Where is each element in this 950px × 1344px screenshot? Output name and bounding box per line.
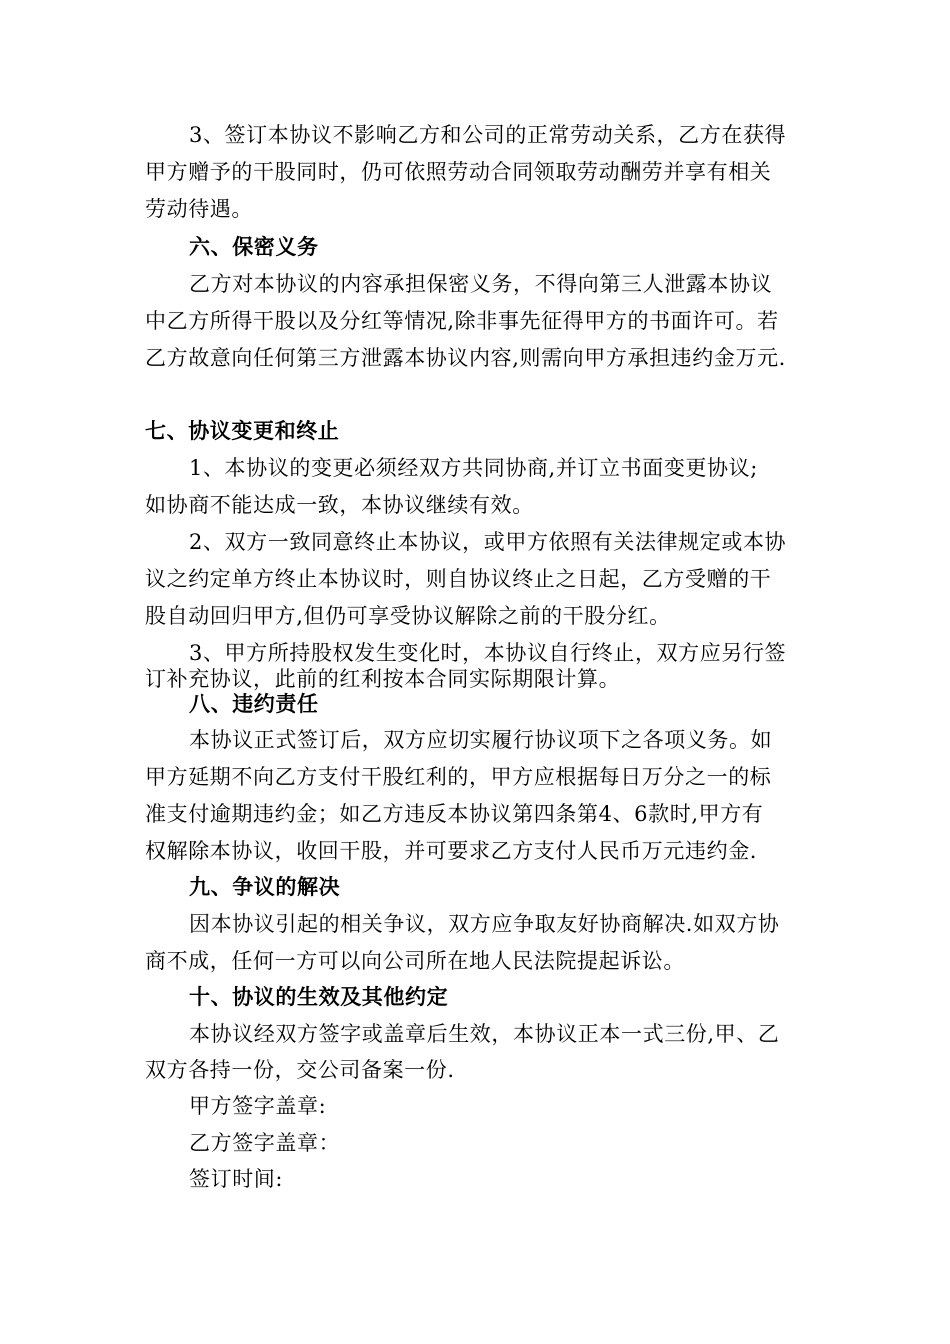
clause-7-1-line-2: 如协商不能达成一致，本协议继续有效。 [145, 493, 534, 517]
clause-7-3-line-2: 订补充协议，此前的红利按本合同实际期限计算。 [145, 667, 621, 691]
breach-line-4: 权解除本协议，收回干股，并可要求乙方支付人民币万元违约金. [145, 839, 758, 863]
confidentiality-line-1: 乙方对本协议的内容承担保密义务，不得向第三人泄露本协议 [189, 272, 773, 296]
signing-date-label: 签订时间: [189, 1167, 284, 1191]
dispute-line-1: 因本协议引起的相关争议，双方应争取友好协商解决.如双方协 [189, 912, 780, 936]
party-b-signature-label: 乙方签字盖章： [189, 1131, 341, 1155]
breach-line-3: 准支付逾期违约金；如乙方违反本协议第四条第4、6款时,甲方有 [145, 802, 764, 826]
confidentiality-line-2: 中乙方所得干股以及分红等情况,除非事先征得甲方的书面许可。若 [145, 309, 779, 333]
effectiveness-line-2: 双方各持一份，交公司备案一份. [145, 1058, 455, 1082]
heading-breach-liability: 八、违约责任 [189, 692, 319, 716]
confidentiality-line-3: 乙方故意向任何第三方泄露本协议内容,则需向甲方承担违约金万元. [145, 346, 786, 370]
clause-5-3-line-2: 甲方赠予的干股同时，仍可依照劳动合同领取劳动酬劳并享有相关 [145, 160, 772, 184]
breach-line-1: 本协议正式签订后，双方应切实履行协议项下之各项义务。如 [189, 728, 773, 752]
clause-7-3-line-1: 3、甲方所持股权发生变化时，本协议自行终止，双方应另行签 [189, 641, 787, 665]
clause-7-2-line-3: 股自动回归甲方,但仍可享受协议解除之前的干股分红。 [145, 604, 671, 628]
party-a-signature-label: 甲方签字盖章: [189, 1094, 327, 1118]
dispute-line-2: 商不成，任何一方可以向公司所在地人民法院提起诉讼。 [145, 949, 685, 973]
clause-7-2-line-2: 议之约定单方终止本协议时，则自协议终止之日起，乙方受赠的干 [145, 567, 772, 591]
breach-line-2: 甲方延期不向乙方支付干股红利的，甲方应根据每日万分之一的标 [145, 765, 772, 789]
heading-confidentiality: 六、保密义务 [189, 235, 319, 259]
clause-7-1-line-1: 1、本协议的变更必须经双方共同协商,并订立书面变更协议; [189, 456, 758, 480]
clause-5-3-line-1: 3、签订本协议不影响乙方和公司的正常劳动关系，乙方在获得 [189, 123, 787, 147]
heading-effectiveness: 十、协议的生效及其他约定 [189, 985, 449, 1009]
heading-amendment-termination: 七、协议变更和终止 [145, 419, 340, 443]
clause-7-2-line-1: 2、双方一致同意终止本协议，或甲方依照有关法律规定或本协 [189, 530, 787, 554]
effectiveness-line-1: 本协议经双方签字或盖章后生效，本协议正本一式三份,甲、乙 [189, 1022, 780, 1046]
heading-dispute-resolution: 九、争议的解决 [189, 875, 341, 899]
clause-5-3-line-3: 劳动待遇。 [145, 197, 253, 221]
